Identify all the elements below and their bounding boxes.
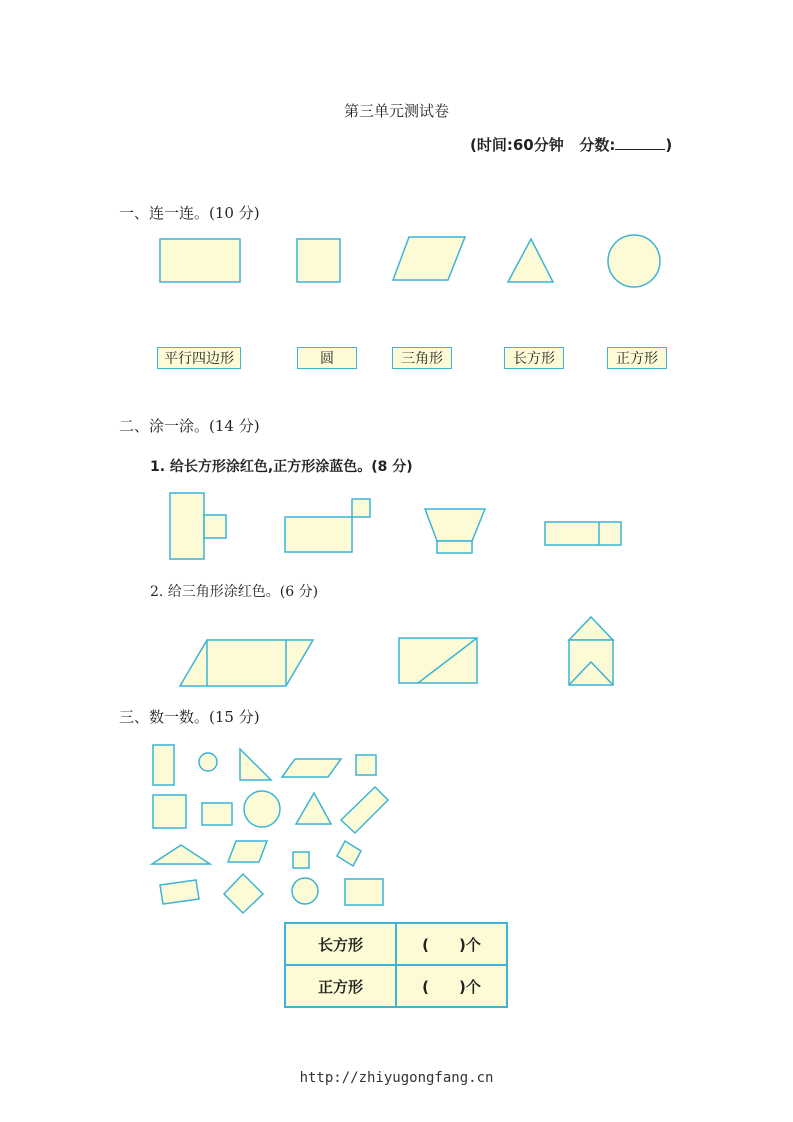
count-shape	[240, 749, 271, 780]
count-shape	[199, 753, 217, 771]
time-open: (时间:	[470, 136, 513, 154]
table-row	[285, 923, 507, 965]
s1-rectangle-shape	[160, 239, 240, 282]
s1-triangle-shape	[508, 239, 553, 282]
count-shape	[282, 759, 341, 777]
count-shape	[228, 841, 267, 862]
count-shape	[224, 874, 263, 913]
footer-url: http://zhiyugongfang.cn	[299, 1070, 494, 1086]
page-title: 第三单元测试卷	[343, 102, 449, 120]
count-shape	[296, 793, 331, 824]
q1-figure-1	[170, 493, 226, 559]
label-rectangle: 长方形	[504, 347, 564, 369]
count-shape	[153, 795, 186, 828]
count-shape	[341, 787, 388, 833]
label-square: 正方形	[607, 347, 667, 369]
s1-square-shape	[297, 239, 340, 282]
count-shape	[293, 852, 309, 868]
count-shape	[160, 880, 199, 904]
count-shape	[345, 879, 383, 905]
count-shape	[153, 745, 174, 785]
q1-figure-3	[425, 509, 485, 553]
q1-figure-2	[285, 499, 370, 552]
count-shape	[356, 755, 376, 775]
row-shape-name: 正方形	[285, 965, 396, 1007]
q2-figure-3	[569, 617, 613, 685]
row-answer-blank: ( )个	[396, 923, 507, 965]
row-answer-blank: ( )个	[396, 965, 507, 1007]
label-triangle: 三角形	[392, 347, 452, 369]
label-circle: 圆	[297, 347, 357, 369]
count-shape	[292, 878, 318, 904]
q2-figure-1	[180, 640, 313, 686]
time-unit: 分钟	[533, 136, 564, 154]
q1-figure-4	[545, 522, 621, 545]
score-label: 分数:	[579, 136, 616, 154]
section2-q2: 2. 给三角形涂红色。(6 分)	[150, 584, 319, 600]
row-shape-name: 长方形	[285, 923, 396, 965]
count-shape	[152, 845, 210, 864]
count-shape	[202, 803, 232, 825]
q2-figure-2	[399, 638, 477, 683]
label-parallelogram: 平行四边形	[157, 347, 241, 369]
s1-circle-shape	[608, 235, 660, 287]
section2-q1: 1. 给长方形涂红色,正方形涂蓝色。(8 分)	[150, 459, 413, 475]
count-shape	[337, 841, 361, 866]
time-close: )	[665, 136, 673, 154]
table-row	[285, 965, 507, 1007]
section1-heading: 一、连一连。(10 分)	[119, 204, 260, 222]
time-minutes: 60	[512, 136, 534, 154]
count-shape	[244, 791, 280, 827]
s1-parallelogram-shape	[393, 237, 465, 280]
count-table	[284, 922, 508, 1008]
section3-heading: 三、数一数。(15 分)	[119, 708, 260, 726]
section2-heading: 二、涂一涂。(14 分)	[119, 417, 260, 435]
